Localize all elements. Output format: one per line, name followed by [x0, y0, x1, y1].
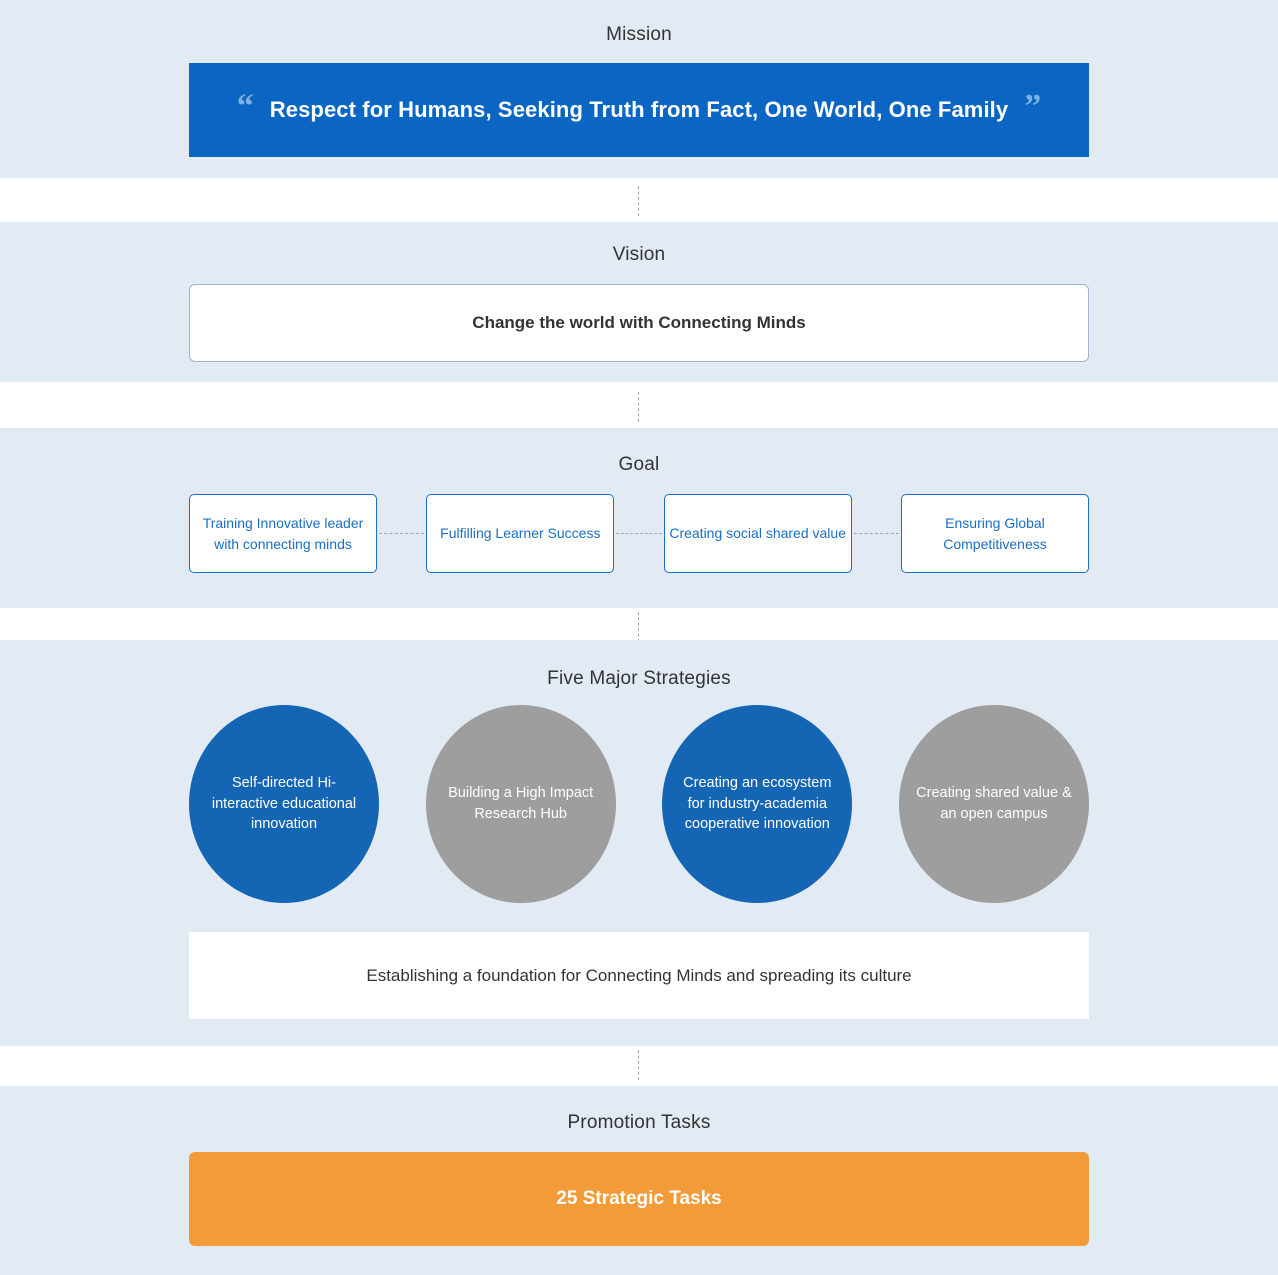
foundation-box	[189, 932, 1089, 1019]
strategy-circle-3: Creating an ecosystem for industry-academia cooperative innovation	[662, 705, 852, 903]
promotion-tasks-label: 25 Strategic Tasks	[556, 1188, 722, 1209]
promotion-tasks-bar	[189, 1152, 1089, 1246]
goal-item-3: Creating social shared value	[664, 494, 852, 573]
goal-connector-2	[616, 533, 661, 534]
foundation-text: Establishing a foundation for Connecting Minds and spreading its culture	[366, 965, 912, 985]
connector-vision-goal	[638, 392, 639, 422]
connector-strategies-promotion	[638, 1050, 639, 1080]
strategy-circle-2: Building a High Impact Research Hub	[426, 705, 616, 903]
goal-item-2: Fulfilling Learner Success	[426, 494, 614, 573]
connector-mission-vision	[638, 186, 639, 216]
mission-statement-text: Respect for Humans, Seeking Truth from Fact, One World, One Family	[269, 97, 1009, 122]
mission-statement-bar	[189, 63, 1089, 157]
quote-open-icon: “	[236, 88, 254, 125]
strategy-circle-1: Self-directed Hi-interactive educational innovation	[189, 705, 379, 903]
strategies-title: Five Major Strategies	[547, 668, 731, 689]
vision-statement-box	[189, 284, 1089, 362]
goal-connector-1	[379, 533, 424, 534]
connector-goal-strategies	[638, 612, 639, 642]
goal-item-4: Ensuring Global Competitiveness	[901, 494, 1089, 573]
promotion-title: Promotion Tasks	[567, 1112, 711, 1133]
goal-title: Goal	[618, 454, 660, 475]
goal-item-1: Training Innovative leader with connecting minds	[189, 494, 377, 573]
vision-statement-text: Change the world with Connecting Minds	[472, 313, 806, 332]
mission-title: Mission	[606, 24, 672, 45]
strategy-circle-4: Creating shared value & an open campus	[899, 705, 1089, 903]
goal-connector-3	[854, 533, 899, 534]
goal-items-row	[189, 494, 1089, 573]
vision-title: Vision	[612, 244, 666, 265]
strategy-circles-row	[189, 705, 1089, 903]
quote-close-icon: ”	[1024, 88, 1042, 125]
